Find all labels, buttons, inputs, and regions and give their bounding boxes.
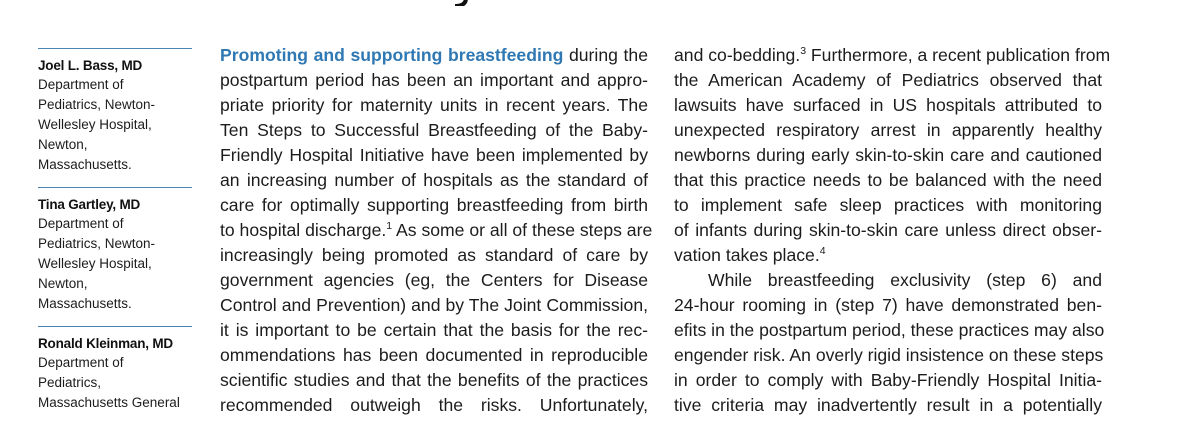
text-line: Ten Steps to Successful Breastfeeding of the Baby- bbox=[220, 120, 648, 140]
affiliation-line: Department of bbox=[38, 355, 124, 370]
author-block bbox=[38, 187, 192, 314]
text-span: and co-bedding. bbox=[674, 45, 801, 65]
text-line: tive criteria may inadvertently result in a potentially bbox=[674, 395, 1102, 415]
author-name: Joel L. Bass, MD bbox=[38, 58, 143, 73]
text-line: the American Academy of Pediatrics observed that bbox=[674, 70, 1102, 90]
text-line: an increasing number of hospitals as the standard of bbox=[220, 170, 648, 190]
text-line: postpartum period has been an important and appro- bbox=[220, 70, 648, 90]
text-line: to implement safe sleep practices with monitoring bbox=[674, 195, 1102, 215]
affiliation-line: Massachusetts. bbox=[38, 296, 132, 311]
author-affiliation bbox=[38, 75, 192, 175]
text-span: to hospital discharge. bbox=[220, 220, 387, 240]
text-line bbox=[220, 43, 648, 68]
text-line: of infants during skin-to-skin care unless direct obser- bbox=[674, 220, 1102, 240]
text-line: Control and Prevention) and by The Joint Commission, bbox=[220, 295, 648, 315]
affiliation-line: Massachusetts General bbox=[38, 395, 180, 410]
text-line bbox=[220, 218, 653, 243]
text-line: increasingly being promoted as standard of care by bbox=[220, 245, 648, 265]
affiliation-line: Wellesley Hospital, bbox=[38, 256, 152, 271]
reference-superscript: 3 bbox=[800, 45, 807, 58]
author-sidebar bbox=[38, 48, 192, 425]
affiliation-line: Newton, bbox=[38, 276, 88, 291]
text-span: As some or all of these steps are bbox=[392, 220, 653, 240]
text-line: 24-hour rooming in (step 7) have demonstrated ben- bbox=[674, 295, 1102, 315]
reference-superscript: 4 bbox=[819, 245, 826, 258]
paragraph-first-line: While breastfeeding exclusivity (step 6) and bbox=[708, 270, 1102, 290]
text-line: unexpected respiratory arrest in apparently healthy bbox=[674, 120, 1102, 140]
text-span: vation takes place. bbox=[674, 245, 820, 265]
text-line bbox=[674, 43, 1111, 68]
author-affiliation bbox=[38, 353, 192, 413]
text-line bbox=[674, 243, 1102, 268]
affiliation-line: Wellesley Hospital, bbox=[38, 117, 152, 132]
body-column-2 bbox=[674, 43, 1111, 418]
text-line: that this practice needs to be balanced with the need bbox=[674, 170, 1102, 190]
text-line: recommended outweigh the risks. Unfortunately, bbox=[220, 395, 648, 415]
text-line: scientific studies and that the benefits of the practices bbox=[220, 370, 648, 390]
affiliation-line: Newton, bbox=[38, 137, 88, 152]
lead-in-heading: Promoting and supporting breastfeeding bbox=[220, 45, 564, 65]
text-line: lawsuits have surfaced in US hospitals attributed to bbox=[674, 95, 1102, 115]
affiliation-line: Department of bbox=[38, 77, 124, 92]
text-line: priate priority for maternity units in recent years. The bbox=[220, 95, 648, 115]
text-line: newborns during early skin-to-skin care and cautioned bbox=[674, 145, 1102, 165]
text-line: in order to comply with Baby-Friendly Hospital Initia- bbox=[674, 370, 1102, 390]
text-line: efits in the postpartum period, these practices may also bbox=[674, 320, 1105, 340]
text-span: during the bbox=[563, 45, 648, 65]
author-block bbox=[38, 326, 192, 413]
reference-superscript: 1 bbox=[386, 220, 393, 233]
text-line: engender risk. An overly rigid insistence on these steps bbox=[674, 345, 1104, 365]
text-line: ommendations has been documented in reproducible bbox=[220, 345, 648, 365]
text-line: it is important to be certain that the basis for the rec- bbox=[220, 320, 648, 340]
text-span: Furthermore, a recent publication from bbox=[806, 45, 1111, 65]
cut-off-title-glyph bbox=[440, 0, 470, 6]
affiliation-line: Pediatrics, Newton- bbox=[38, 97, 156, 112]
body-column-1 bbox=[220, 43, 653, 418]
affiliation-line: Department of bbox=[38, 216, 124, 231]
text-line: Friendly Hospital Initiative have been implemented by bbox=[220, 145, 648, 165]
affiliation-line: Pediatrics, bbox=[38, 375, 102, 390]
text-line: care for optimally supporting breastfeeding from birth bbox=[220, 195, 648, 215]
author-name: Tina Gartley, MD bbox=[38, 197, 141, 212]
affiliation-line: Pediatrics, Newton- bbox=[38, 236, 156, 251]
author-block bbox=[38, 48, 192, 175]
affiliation-line: Massachusetts. bbox=[38, 157, 132, 172]
author-name: Ronald Kleinman, MD bbox=[38, 336, 173, 351]
text-line: government agencies (eg, the Centers for Disease bbox=[220, 270, 648, 290]
author-affiliation bbox=[38, 214, 192, 314]
